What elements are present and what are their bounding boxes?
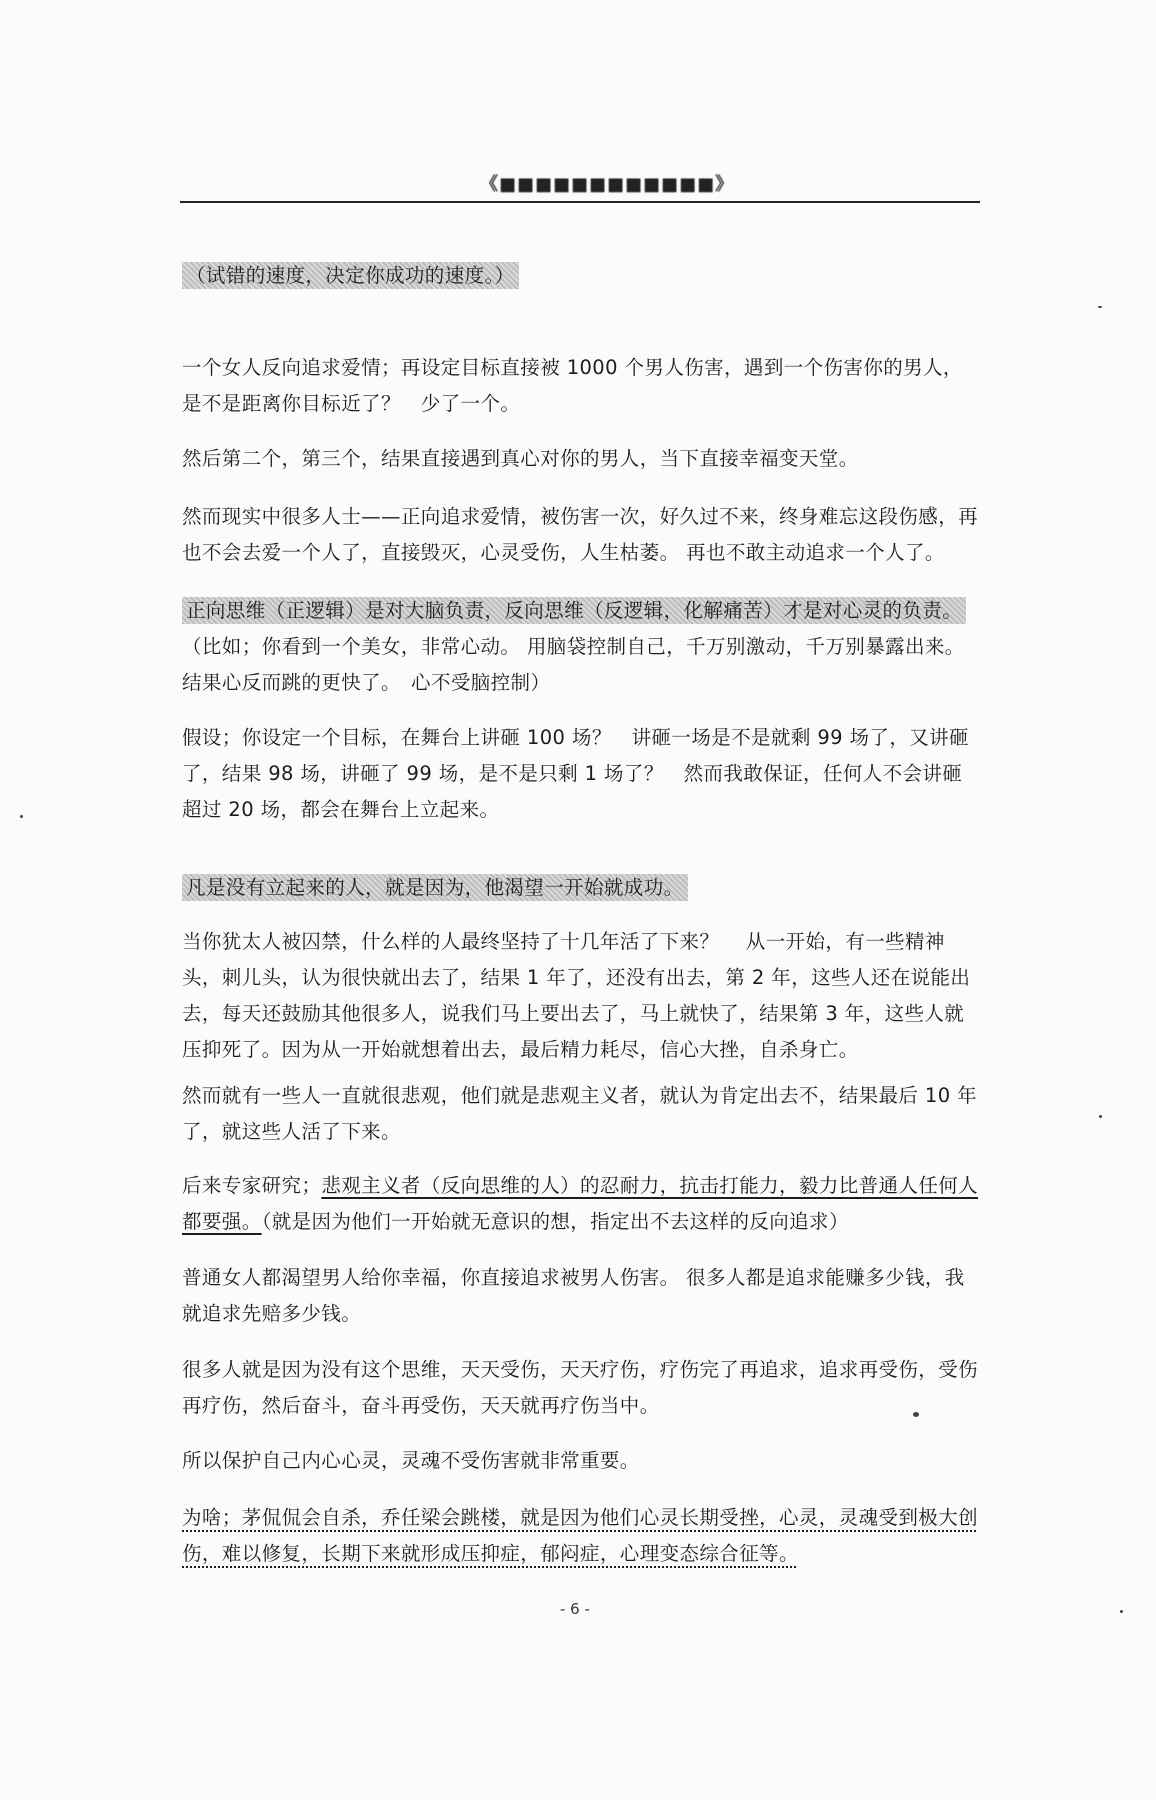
paragraph-10: [182, 1168, 982, 1240]
highlighted-text: 正向思维（正逻辑）是对大脑负责，反向思维（反逻辑，化解痛苦）才是对心灵的负责。: [182, 597, 966, 624]
scan-speck: [1098, 306, 1102, 308]
dotted-underlined-text: 为啥；茅侃侃会自杀，乔任梁会跳楼，就是因为他们心灵长期受挫，心灵，灵魂受到极大创伤，难以修复，长期下来就形成压抑症，郁闷症，心理变态综合征等。: [182, 1506, 979, 1565]
paragraph-6: 假设；你设定一个目标，在舞台上讲砸 100 场？ 讲砸一场是不是就剩 99 场了，又讲砸了，结果 98 场，讲砸了 99 场，是不是只剩 1 场了？ 然而我敢保证，任何人不会讲砸超过 20 场，都会在舞台上立起来。: [182, 726, 969, 821]
paragraph-2: 一个女人反向追求爱情；再设定目标直接被 1000 个男人伤害，遇到一个伤害你的男人，是不是距离你目标近了？ 少了一个。: [182, 356, 963, 415]
paragraph-1: [182, 258, 982, 294]
paragraph-7: [182, 870, 982, 906]
paragraph-10-rest: （就是因为他们一开始就无意识的想，指定出不去这样的反向追求）: [261, 1210, 849, 1233]
paragraph-13: 所以保护自己内心心灵，灵魂不受伤害就非常重要。: [182, 1449, 640, 1472]
scan-speck: [20, 815, 23, 818]
paragraph-9: 然而就有一些人一直就很悲观，他们就是悲观主义者，就认为肯定出去不，结果最后 10 年了，就这些人活了下来。: [182, 1084, 978, 1143]
scan-speck: [913, 1412, 919, 1417]
paragraph-14: [182, 1500, 982, 1572]
scan-speck: [1099, 1115, 1102, 1118]
paragraph-8: 当你犹太人被囚禁，什么样的人最终坚持了十几年活了下来？ 从一开始，有一些精神头，刺儿头，认为很快就出去了，结果 1 年了，还没有出去，第 2 年，这些人还在说能出去，每天还鼓励其他很多人，说我们马上要出去了，马上就快了，结果第 3 年，这些人就压抑死了。因为从一开始就想着出去，最后精力耗尽，信心大挫，自杀身亡。: [182, 930, 971, 1061]
page-number: - 6 -: [560, 1600, 590, 1618]
paragraph-4: 然而现实中很多人士——正向追求爱情，被伤害一次，好久过不来，终身难忘这段伤感，再也不会去爱一个人了，直接毁灭，心灵受伤，人生枯萎。 再也不敢主动追求一个人了。: [182, 505, 979, 564]
paragraph-10-lead: 后来专家研究；: [182, 1174, 322, 1197]
header-title: 《■■■■■■■■■■■■》: [480, 174, 735, 195]
highlighted-text: （试错的速度，决定你成功的速度。）: [182, 262, 519, 289]
paragraph-5-rest: （比如；你看到一个美女，非常心动。 用脑袋控制自己，千万别激动，千万别暴露出来。结果心反而跳的更快了。 心不受脑控制）: [182, 635, 965, 694]
paragraph-5: [182, 593, 982, 701]
paragraph-11: 普通女人都渴望男人给你幸福，你直接追求被男人伤害。 很多人都是追求能赚多少钱，我就追求先赔多少钱。: [182, 1266, 965, 1325]
paragraph-12: 很多人就是因为没有这个思维，天天受伤，天天疗伤，疗伤完了再追求，追求再受伤，受伤再疗伤，然后奋斗，奋斗再受伤，天天就再疗伤当中。: [182, 1358, 979, 1417]
underlined-text: 悲观主义者（反向思维的人）的忍耐力，抗击打能力，毅力比普通人任何人都要强。: [182, 1174, 979, 1233]
highlighted-text: 凡是没有立起来的人，就是因为，他渴望一开始就成功。: [182, 874, 688, 901]
scan-speck: [1120, 1610, 1123, 1613]
paragraph-3: 然后第二个，第三个，结果直接遇到真心对你的男人，当下直接幸福变天堂。: [182, 447, 859, 470]
header-rule: [180, 201, 980, 203]
